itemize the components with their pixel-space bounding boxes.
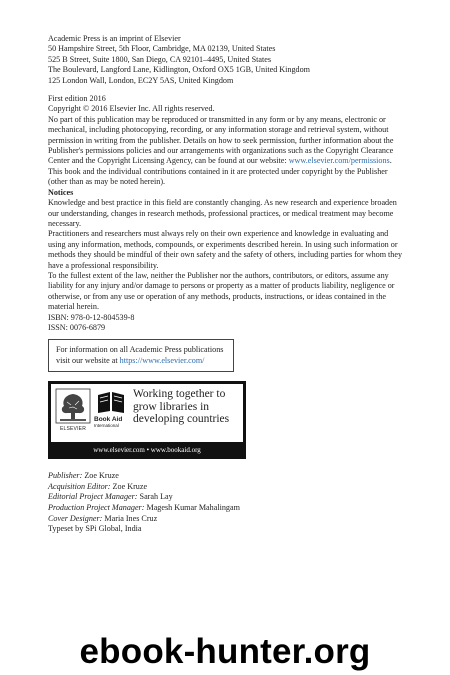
- imprint-block: [48, 34, 404, 86]
- book-aid-banner: [48, 381, 246, 459]
- elsevier-tree-icon: [55, 388, 91, 424]
- notices-paragraph: Knowledge and best practice in this field are constantly changing. As new research and experience broaden our understanding, changes in research methods, professional practices, or medical treatment may become necessary.: [48, 198, 397, 228]
- isbn: ISBN: 978-0-12-804539-8: [48, 312, 135, 322]
- bookaid-sub: International: [94, 423, 119, 429]
- watermark-text: ebook-hunter.org: [79, 632, 371, 671]
- permissions-text: No part of this publication may be reproduced or transmitted in any form or by any means, electronic or mechanical, including photocopying, recording, or any information storage and retrieval system, without permission in writing from the publisher. Details on how to seek permission, further information about the Publisher's permissions policies and our arrangements with organizations such as the Copyright Clearance Center and the Copyright Licensing Agency, can be found at our website:: [48, 114, 394, 166]
- credit-role: Production Project Manager:: [48, 502, 145, 512]
- notices-paragraph: Practitioners and researchers must always rely on their own experience and knowledge in evaluating and using any information, methods, compounds, or experiments described herein. In using such information or methods they should be mindful of their own safety and the safety of others, including parties for whom they have a professional responsibility.: [48, 229, 403, 270]
- issn: ISSN: 0076-6879: [48, 322, 106, 332]
- credits-list: [48, 471, 404, 524]
- notices-section: [48, 188, 404, 313]
- credit-role: Acquisition Editor:: [48, 481, 111, 491]
- credit-role: Cover Designer:: [48, 513, 103, 523]
- copyright-page: [48, 34, 404, 535]
- elsevier-website-link[interactable]: https://www.elsevier.com/: [119, 355, 205, 365]
- address-line: 50 Hampshire Street, 5th Floor, Cambridge, MA 02139, United States: [48, 44, 276, 54]
- credit-line: [48, 492, 404, 503]
- credit-line: [48, 514, 404, 525]
- credit-name: Maria Ines Cruz: [104, 513, 158, 523]
- info-line: [56, 356, 226, 366]
- credit-role: Publisher:: [48, 471, 83, 481]
- copyright-notice: Copyright © 2016 Elsevier Inc. All rights reserved.: [48, 104, 215, 114]
- address-line: 525 B Street, Suite 1800, San Diego, CA 92101–4495, United States: [48, 54, 271, 64]
- credit-name: Sarah Lay: [139, 492, 173, 502]
- info-prefix: visit our website at: [56, 355, 120, 365]
- elsevier-label: ELSEVIER: [59, 426, 87, 433]
- watermark-band: [0, 632, 450, 675]
- permissions-paragraph: [48, 115, 404, 167]
- permissions-end: .: [389, 156, 392, 166]
- typeset-line: Typeset by SPi Global, India: [48, 524, 142, 534]
- open-book-icon: [96, 389, 126, 415]
- credit-role: Editorial Project Manager:: [48, 492, 138, 502]
- address-line: 125 London Wall, London, EC2Y 5AS, United Kingdom: [48, 75, 234, 85]
- notices-paragraph: To the fullest extent of the law, neither the Publisher nor the authors, contributors, or editors, assume any liability for any injury and/or damage to persons or property as a matter of products liability, negligence or otherwise, or from any use or operation of any methods, products, instructions, or ideas contained in the material herein.: [48, 270, 395, 312]
- bookaid-logo: [94, 389, 128, 439]
- credit-name: Zoe Kruze: [84, 471, 119, 481]
- banner-panel: [51, 384, 243, 442]
- permissions-link[interactable]: www.elsevier.com/permissions: [288, 156, 390, 166]
- credit-name: Zoe Kruze: [112, 481, 148, 491]
- imprint-line: Academic Press is an imprint of Elsevier: [48, 34, 181, 43]
- credit-line: [48, 482, 404, 493]
- credit-name: Magesh Kumar Mahalingam: [146, 502, 240, 512]
- address-line: The Boulevard, Langford Lane, Kidlington, Oxford OX5 1GB, United Kingdom: [48, 65, 310, 75]
- notices-heading: Notices: [48, 187, 74, 197]
- info-line: For information on all Academic Press publications: [56, 345, 224, 355]
- banner-slogan: Working together to grow libraries in developing countries: [133, 388, 230, 426]
- protected-paragraph: This book and the individual contributions contained in it are protected under copyright by the Publisher (other than as may be noted herein).: [48, 166, 388, 187]
- banner-urls: www.elsevier.com • www.bookaid.org: [93, 445, 201, 454]
- edition: First edition 2016: [48, 94, 106, 104]
- bookaid-name: Book Aid: [94, 416, 123, 424]
- info-box: [48, 339, 234, 372]
- credit-line: [48, 471, 404, 482]
- credit-line: [48, 503, 404, 514]
- elsevier-logo: [55, 388, 91, 432]
